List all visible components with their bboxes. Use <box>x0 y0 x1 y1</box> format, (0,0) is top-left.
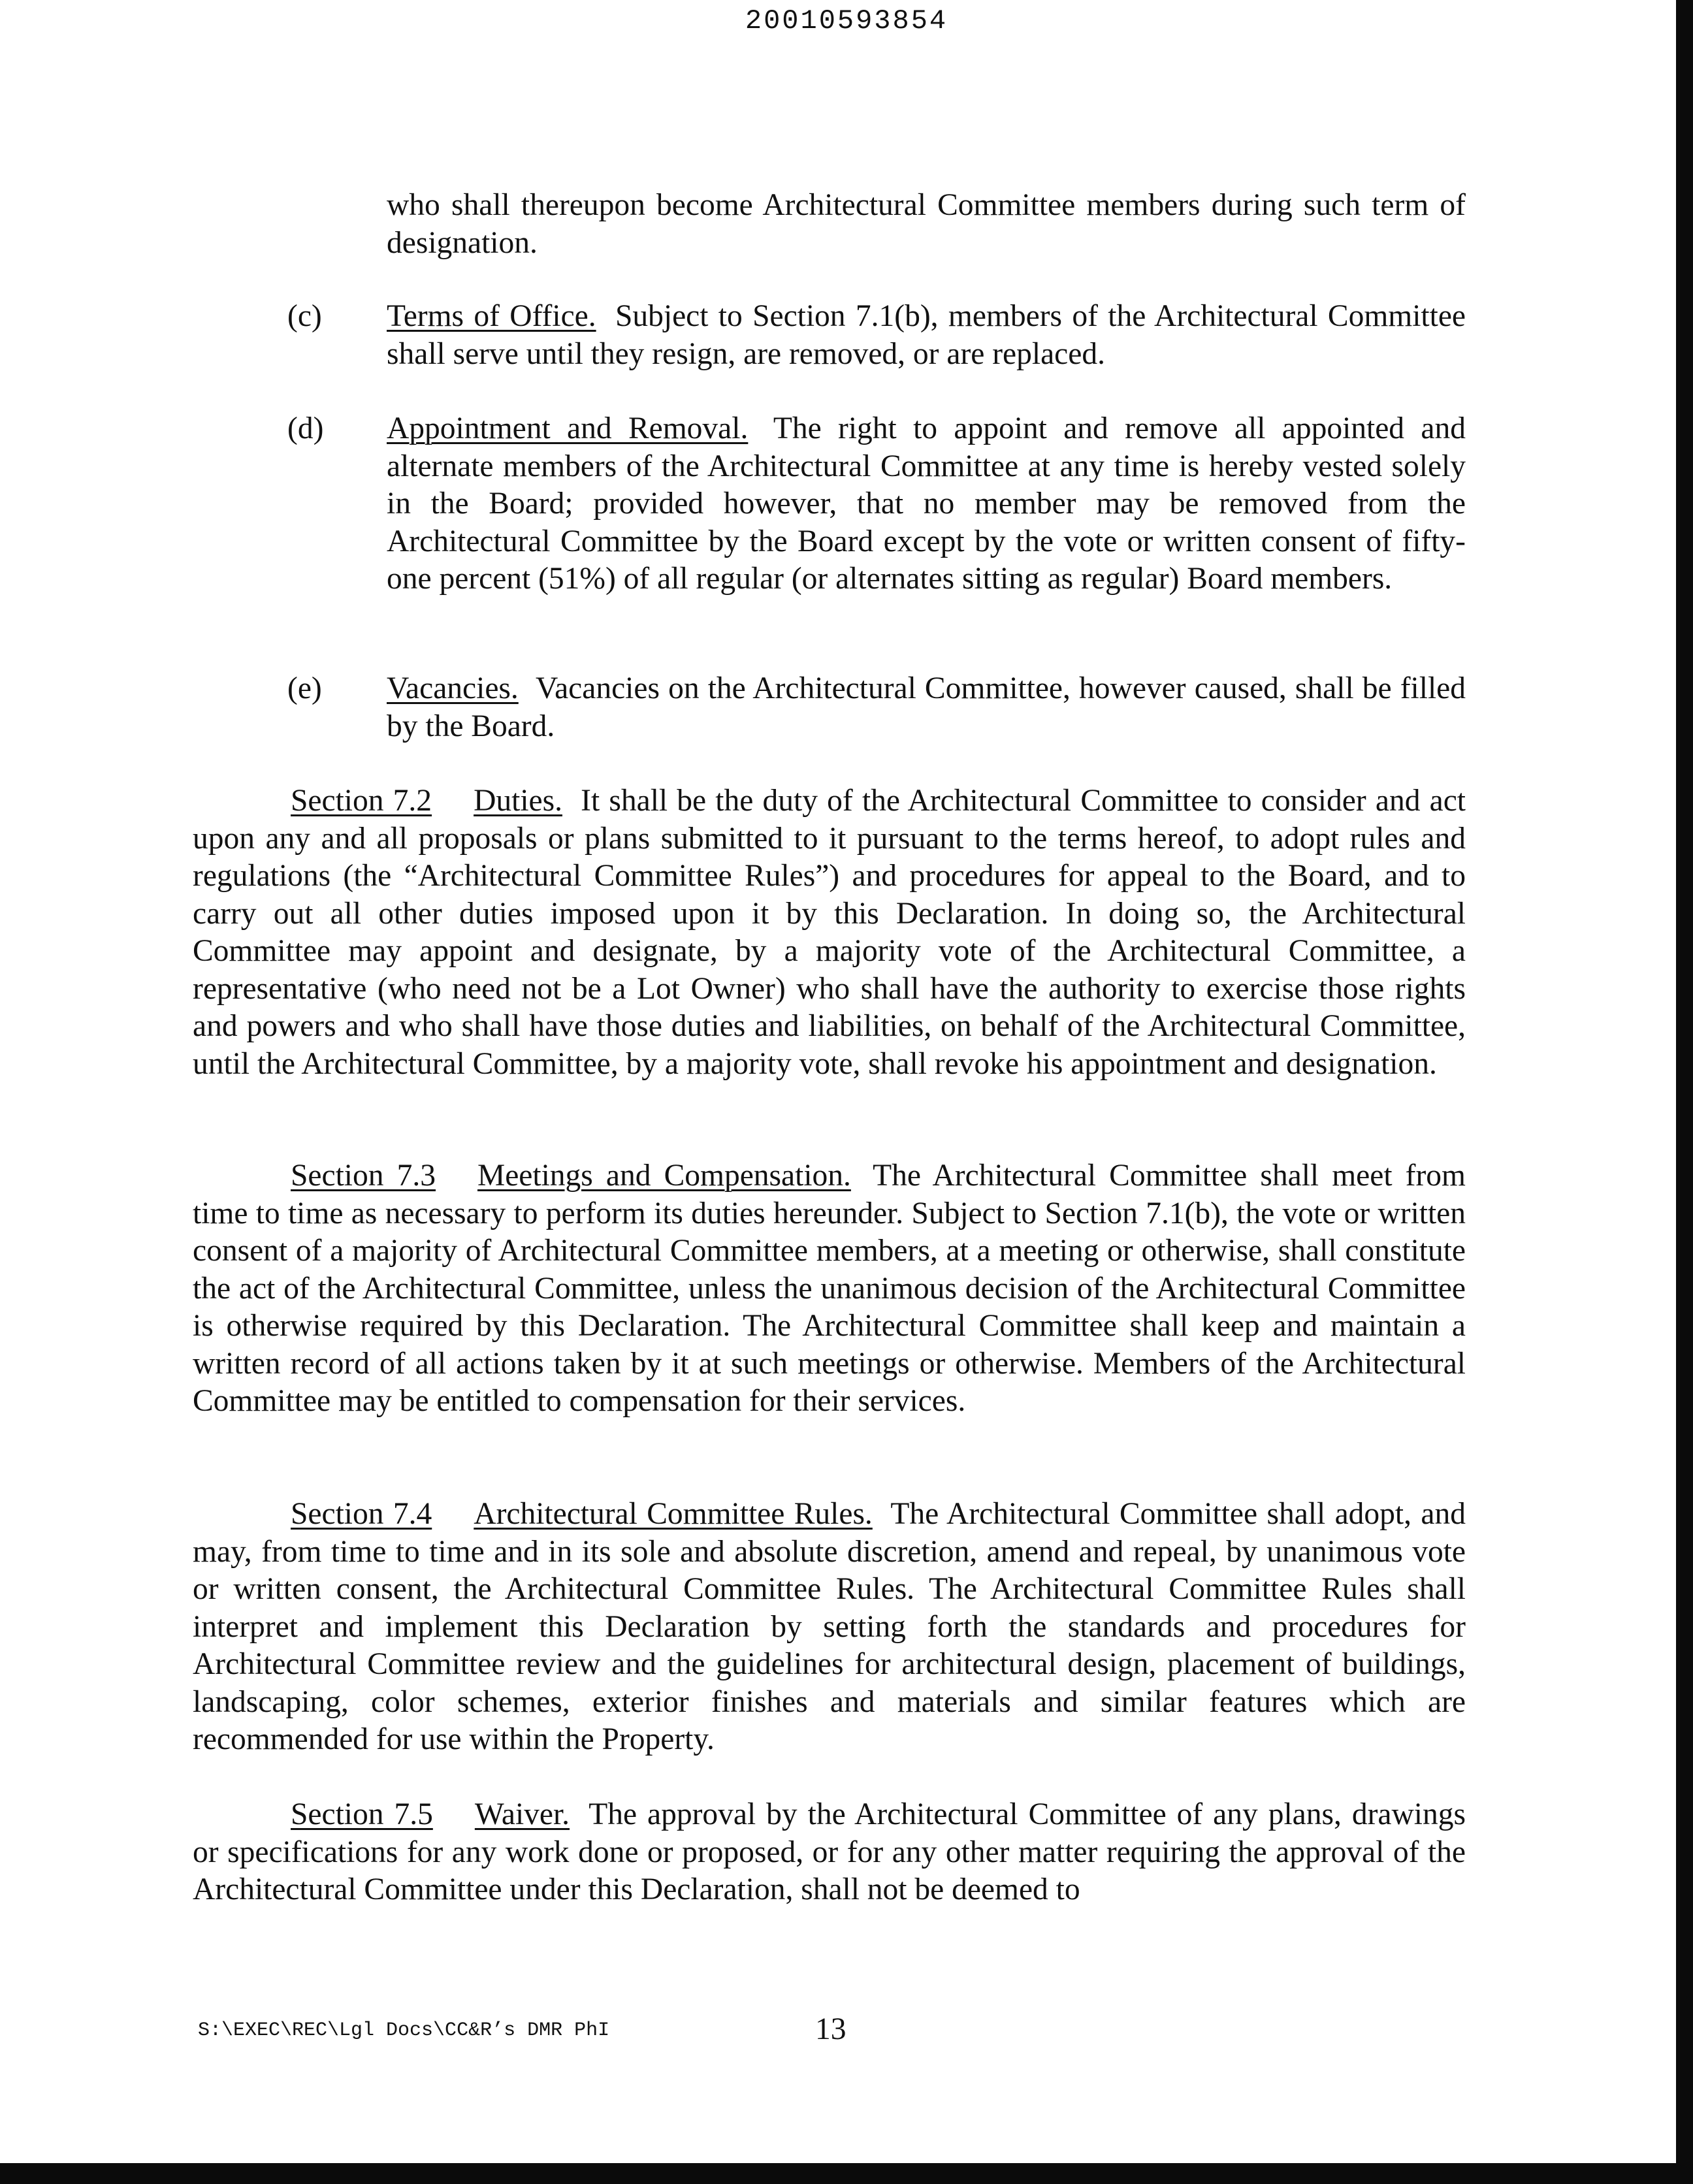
item-label: (d) <box>287 411 324 445</box>
footer-file-path: S:\EXEC\REC\Lgl Docs\CC&R’s DMR PhI <box>198 2019 610 2042</box>
item-body <box>387 298 1466 373</box>
section-heading: Waiver. <box>474 1797 570 1831</box>
section-heading: Meetings and Compensation. <box>477 1159 851 1193</box>
section-text: The Architectural Committee shall meet from time to time as necessary to perform its duties hereunder. Subject to Section 7.1(b), the vote or written consent of a majority of Architectural Committee members, at a meeting or otherwise, shall constitute the act of the Architectural Committee, unless the unanimous decision of the Architectural Committee is otherwise required by this Declaration. The Architectural Committee shall keep and maintain a written record of all actions taken by it at such meetings or otherwise. Members of the Architectural Committee may be entitled to compensation for their services. <box>193 1159 1466 1418</box>
section-heading: Duties. <box>474 784 562 818</box>
item-body <box>387 410 1466 598</box>
page-number: 13 <box>815 2012 846 2046</box>
section-7-2 <box>193 782 1466 1083</box>
section-7-4 <box>193 1496 1466 1759</box>
section-7-3 <box>193 1157 1466 1421</box>
item-label: (c) <box>287 299 322 333</box>
section-heading: Architectural Committee Rules. <box>474 1497 873 1531</box>
item-text: The right to appoint and remove all appointed and alternate members of the Architectural Committee at any time is hereby vested solely in the Board; provided however, that no member may be removed from the Architectural Committee by the Board except by the vote or written consent of fifty-one percent (51%) of all regular (or alternates sitting as regular) Board members. <box>387 411 1466 596</box>
item-label: (e) <box>287 671 322 705</box>
section-number: Section 7.2 <box>291 784 432 818</box>
scan-border-bottom <box>0 2163 1693 2184</box>
section-7-5 <box>193 1796 1466 1909</box>
item-text: Subject to Section 7.1(b), members of the Architectural Committee shall serve until they resign, are removed, or are replaced. <box>387 299 1466 371</box>
section-number: Section 7.4 <box>291 1497 432 1531</box>
item-text: Vacancies on the Architectural Committee, however caused, shall be filled by the Board. <box>387 671 1466 743</box>
document-number: 20010593854 <box>745 5 948 37</box>
item-body <box>387 670 1466 745</box>
section-text: The Architectural Committee shall adopt, and may, from time to time and in its sole and absolute discretion, amend and repeal, by unanimous vote or written consent, the Architectural Committee Rules. The Architectural Committee Rules shall interpret and implement this Declaration by setting forth the standards and procedures for Architectural Committee review and the guidelines for architectural design, placement of buildings, landscaping, color schemes, exterior finishes and materials and similar features which are recommended for use within the Property. <box>193 1497 1466 1756</box>
section-text: It shall be the duty of the Architectural Committee to consider and act upon any and all proposals or plans submitted to it pursuant to the terms hereof, to adopt rules and regulations (the “Architectural Committee Rules”) and procedures for appeal to the Board, and to carry out all other duties imposed upon it by this Declaration. In doing so, the Architectural Committee may appoint and designate, by a majority vote of the Architectural Committee, a representative (who need not be a Lot Owner) who shall have the authority to exercise those rights and powers and who shall have those duties and liabilities, on behalf of the Architectural Committee, until the Architectural Committee, by a majority vote, shall revoke his appointment and designation. <box>193 784 1466 1081</box>
item-heading: Vacancies. <box>387 671 519 705</box>
scan-border-right <box>1676 0 1693 2184</box>
section-number: Section 7.3 <box>291 1159 436 1193</box>
section-number: Section 7.5 <box>291 1797 433 1831</box>
item-heading: Terms of Office. <box>387 299 596 333</box>
continuation-paragraph: who shall thereupon become Architectural Committee members during such term of designation. <box>387 188 1466 260</box>
section-text: The approval by the Architectural Committee of any plans, drawings or specifications for any work done or proposed, or for any other matter requiring the approval of the Architectural Committee under this Declaration, shall not be deemed to <box>193 1797 1466 1906</box>
item-heading: Appointment and Removal. <box>387 411 749 445</box>
